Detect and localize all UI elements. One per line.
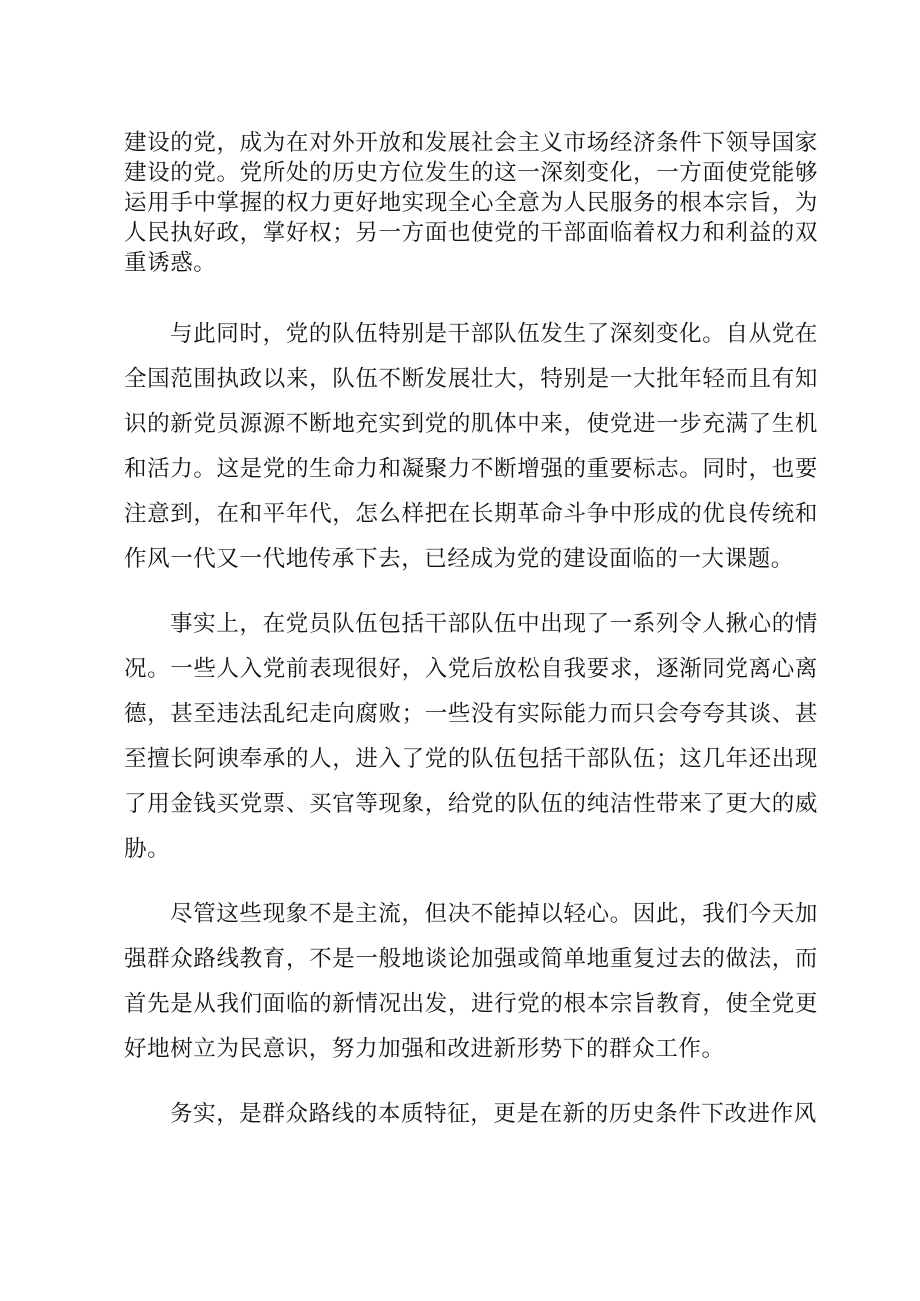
paragraph: 事实上，在党员队伍包括干部队伍中出现了一系列令人揪心的情况。一些人入党前表现很好，入党后放松自我要求，逐渐同党离心离德，甚至违法乱纪走向腐败；一些没有实际能力而只会夸夸其谈、甚至擅长阿谀奉承的人，进入了党的队伍包括干部队伍；这几年还出现了用金钱买党票、买官等现象，给党的队伍的纯洁性带来了更大的威胁。 [124, 611, 818, 862]
paragraph: 与此同时，党的队伍特别是干部队伍发生了深刻变化。自从党在全国范围执政以来，队伍不断发展壮大，特别是一大批年轻而且有知识的新党员源源不断地充实到党的肌体中来，使党进一步充满了生机和活力。这是党的生命力和凝聚力不断增强的重要标志。同时，也要注意到，在和平年代，怎么样把在长期革命斗争中形成的优良传统和作风一代又一代地传承下去，已经成为党的建设面临的一大课题。 [124, 321, 818, 572]
document-body [124, 128, 818, 1157]
paragraph-continuation: 建设的党，成为在对外开放和发展社会主义市场经济条件下领导国家建设的党。党所处的历史方位发生的这一深刻变化，一方面使党能够运用手中掌握的权力更好地实现全心全意为人民服务的根本宗旨，为人民执好政，掌好权；另一方面也使党的干部面临着权力和利益的双重诱惑。 [124, 130, 818, 276]
paragraph: 务实，是群众路线的本质特征，更是在新的历史条件下改进作风 [170, 1101, 817, 1127]
paragraph: 尽管这些现象不是主流，但决不能掉以轻心。因此，我们今天加强群众路线教育，不是一般地谈论加强或简单地重复过去的做法，而首先是从我们面临的新情况出发，进行党的根本宗旨教育，使全党更好地树立为民意识，努力加强和改进新形势下的群众工作。 [124, 901, 818, 1062]
